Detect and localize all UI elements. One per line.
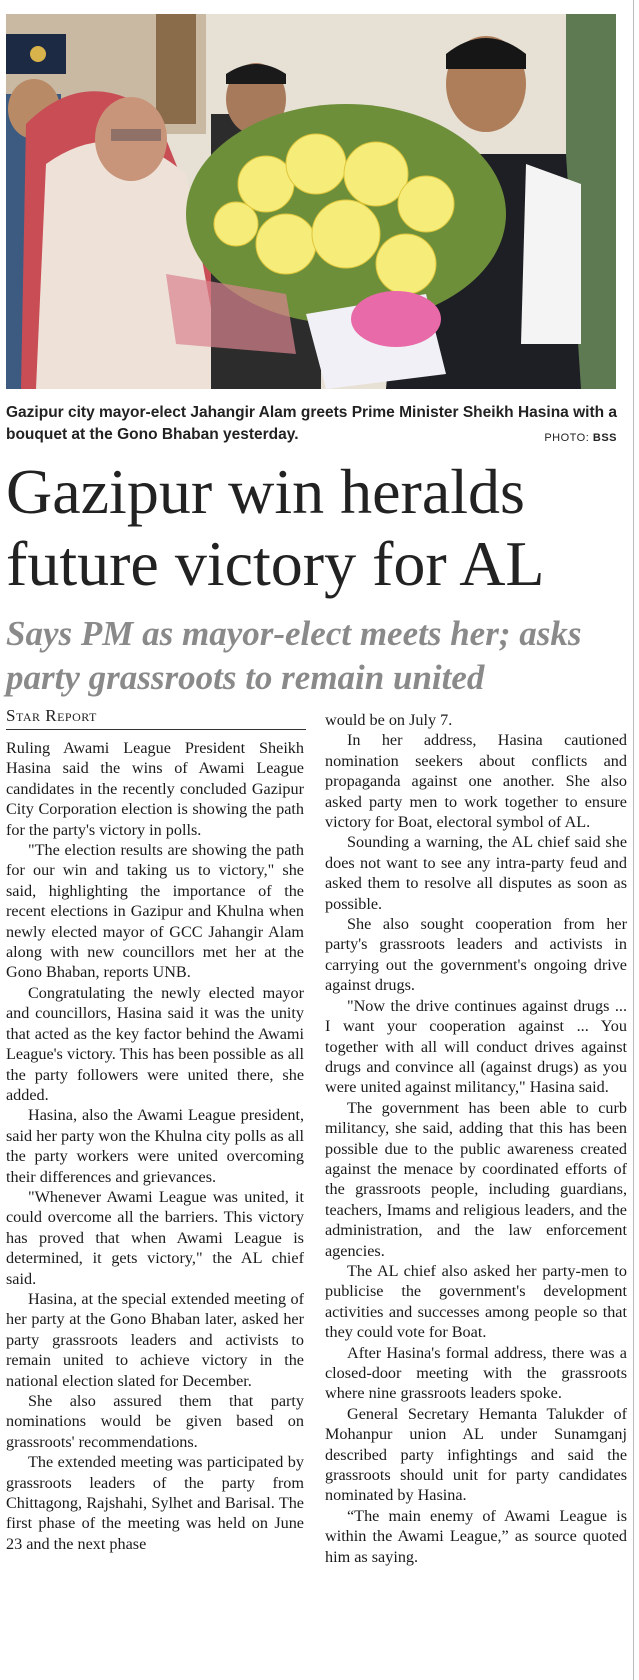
paragraph: “The main enemy of Awami League is within the Awami League,” as source quoted him as saying. — [325, 1506, 627, 1566]
paragraph: In her address, Hasina cautioned nomination seekers about conflicts and propaganda against one another. She also asked party men to work together to ensure victory for Boat, electoral symbol of AL. — [325, 731, 627, 832]
subhead: Says PM as mayor-elect meets her; asks party grassroots to remain united — [6, 614, 582, 697]
paragraph: General Secretary Hemanta Talukder of Mohanpur union AL under Sunamganj described party infightings and said the grassroots should unit for party candidates nominated by Hasina. — [325, 1404, 627, 1505]
paragraph: Congratulating the newly elected mayor and councillors, Hasina said it was the unity that acted as the key factor behind the Awami League's victory. This has been possible as all the party followers were united there, she added. — [6, 983, 304, 1104]
article-column-1 — [6, 738, 304, 1554]
byline-text: Star Report — [6, 706, 97, 725]
news-photo — [6, 14, 616, 389]
paragraph-continued: would be on July 7. — [325, 711, 453, 729]
paragraph: She also assured them that party nominations would be given based on grassroots' recommendations. — [6, 1392, 304, 1451]
byline — [6, 706, 306, 730]
paragraph: The extended meeting was participated by grassroots leaders of the party from Chittagong, Rajshahi, Sylhet and Barisal. The first phase of the meeting was held on June 23 and the next phase — [6, 1453, 304, 1553]
paragraph: She also sought cooperation from her party's grassroots leaders and activists in carrying out the government's ongoing drive against drugs. — [325, 915, 627, 995]
paragraph: After Hasina's formal address, there was a closed-door meeting with the grassroots where nine grassroots leaders spoke. — [325, 1343, 627, 1403]
paragraph: "The election results are showing the path for our win and taking us to victory," she said, highlighting the importance of the recent elections in Gazipur and Khulna when newly elected mayor of GCC Jahangir Alam along with new councillors met her at the Gono Bhaban, reports UNB. — [6, 841, 304, 982]
paragraph: Sounding a warning, the AL chief said she does not want to see any intra-party feud and asked them to resolve all disputes as soon as possible. — [325, 833, 627, 913]
article-column-2 — [325, 710, 627, 1567]
photo-credit-source: BSS — [592, 432, 617, 444]
column-rule — [633, 0, 634, 1680]
paragraph: Hasina, also the Awami League president, said her party won the Khulna city polls as all the party workers were united overcoming their differences and grievances. — [6, 1106, 304, 1186]
paragraph: "Whenever Awami League was united, it could overcome all the barriers. This victory has proved that when Awami League is determined, it gets victory," the AL chief said. — [6, 1187, 304, 1288]
paragraph: Hasina, at the special extended meeting of her party at the Gono Bhaban later, asked her party grassroots leaders and activists to remain united to achieve victory in the national election slated for December. — [6, 1289, 304, 1390]
paragraph: "Now the drive continues against drugs ... I want your cooperation against ... You together with all will conduct drives against drugs and convince all (against drugs) as you were united against militancy," Hasina said. — [325, 996, 627, 1097]
photo-credit — [544, 432, 617, 444]
photo-credit-label: PHOTO: — [544, 432, 590, 444]
paragraph: The government has been able to curb militancy, she said, adding that this has been possible due to the public awareness created against the menace by coordinated efforts of the grassroots people, including guardians, teachers, Imams and religious leaders, and the administration, and the law enforcement agencies. — [325, 1098, 627, 1260]
headline: Gazipur win heralds future victory for AL — [6, 456, 545, 599]
photo-caption: Gazipur city mayor-elect Jahangir Alam greets Prime Minister Sheikh Hasina with a bouquet at the Gono Bhaban yesterday. — [6, 404, 618, 443]
paragraph: Ruling Awami League President Sheikh Hasina said the wins of Awami League candidates in the recently concluded Gazipur City Corporation election is showing the path for the party's victory in polls. — [6, 739, 304, 839]
paragraph: The AL chief also asked her party-men to publicise the government's development activities and successes among people so that they could vote for Boat. — [325, 1261, 627, 1342]
